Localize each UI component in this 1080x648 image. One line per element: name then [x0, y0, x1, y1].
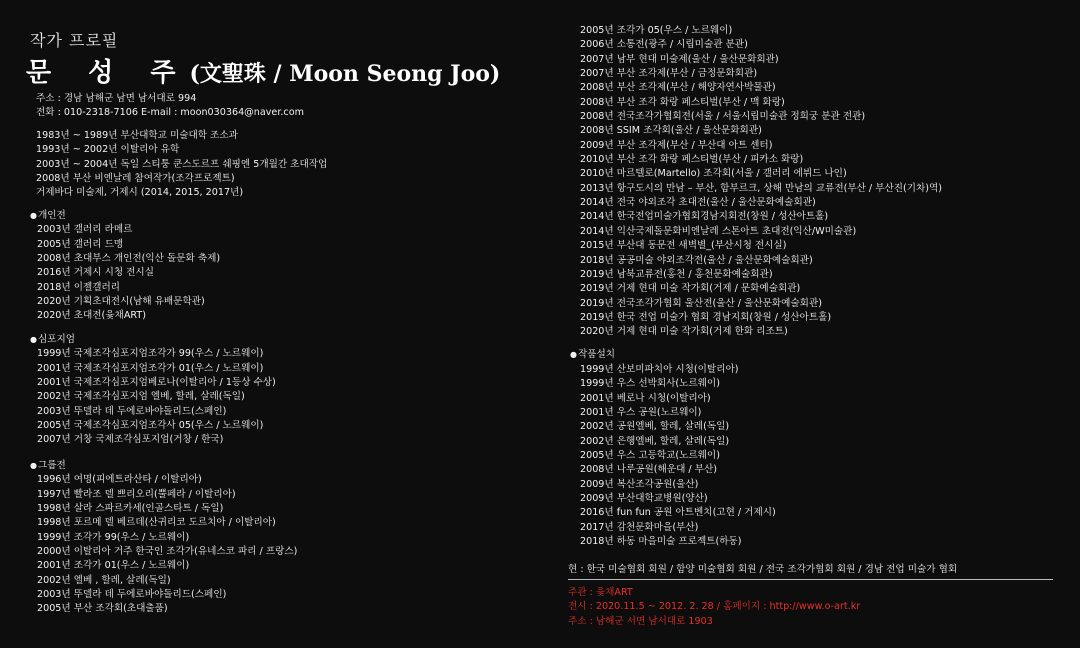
list-item: 2008년 부산 조각 화랑 페스티벌(부산 / 맥 화랑)	[580, 96, 785, 108]
list-item: 2020년 거제 현대 미술 작가회(거제 한화 리조트)	[580, 326, 788, 338]
group-exhibition-section	[30, 459, 297, 617]
list-item: 2008년 전국조각가협회전(서울 / 서울시립미술관 정희궁 분관 전관)	[580, 111, 866, 123]
list-item: 2005년 부산 조각회(초대출품)	[37, 603, 168, 615]
divider	[568, 579, 1053, 580]
artist-name-korean: 문 성 주	[26, 58, 190, 88]
list-item: 2001년 베로나 시청(이탈리아)	[580, 392, 711, 404]
list-item: 2007년 거창 국제조각심포지엄(거창 / 한국)	[37, 434, 224, 446]
exhibition-info-line: 전시 : 2020.11.5 ~ 2012. 2. 28 / 홈페이지 : http://www.o-art.kr	[568, 601, 861, 613]
list-item: 2002년 공원엘베, 할레, 살레(독일)	[580, 421, 730, 433]
list-item: 2018년 이젤갤러리	[37, 281, 121, 293]
list-item: 1996년 여명(피에트라산타 / 이탈리아)	[37, 474, 202, 486]
list-item: 2020년 기획초대전시(남해 유배문학관)	[37, 296, 205, 308]
list-item: 1999년 국제조각심포지엄조각가 99(우스 / 노르웨이)	[37, 348, 264, 360]
list-item: 2019년 전국조각가협회 울산전(울산 / 울산문화예술회관)	[580, 297, 822, 309]
list-item: 2020년 초대전(윷채ART)	[37, 310, 146, 322]
list-item: 2002년 국제조각심포지엄 엘베, 할레, 살레(독일)	[37, 391, 245, 403]
list-item: 2018년 하동 마을미술 프로젝트(하동)	[580, 536, 742, 548]
list-item: 2005년 갤러리 드맹	[37, 238, 124, 250]
list-item: 2000년 이탈리아 거주 한국인 조각가(유네스코 파리 / 프랑스)	[37, 546, 298, 558]
list-item: 2007년 남부 현대 미술제(울산 / 울산문화회관)	[580, 53, 779, 65]
list-item: 1998년 포르메 델 베르데(산귀리코 도르치아 / 이탈리아)	[37, 517, 276, 529]
bullet-icon: ●	[30, 335, 37, 344]
contact-address: 주소 : 경남 남해군 남면 남서대로 994	[36, 93, 197, 104]
list-item: 2001년 우스 공원(노르웨이)	[580, 407, 702, 419]
bullet-icon: ●	[570, 350, 577, 359]
list-item: 2019년 한국 전업 미술가 협회 경남지회(창원 / 성산아트홀)	[580, 311, 832, 323]
list-item: 2005년 조각가 05(우스 / 노르웨이)	[580, 25, 733, 36]
history-item: 1983년 ~ 1989년 부산대학교 미술대학 조소과	[36, 130, 238, 141]
list-item: 1997년 빨라조 델 쁘리오리(뿔페라 / 이탈리아)	[37, 488, 236, 500]
list-item: 2009년 부산 조각제(부산 / 부산대 아트 센터)	[580, 139, 773, 151]
list-item: 2001년 조각가 01(우스 / 노르웨이)	[37, 560, 190, 572]
list-item: 1999년 우스 선박회사(노르웨이)	[580, 378, 720, 390]
list-item: 2013년 항구도시의 만남 – 부산, 함부르크, 상해 만남의 교류전(부산 / 부산진(기차)역)	[580, 182, 943, 194]
bullet-icon: ●	[30, 461, 37, 470]
list-item: 2007년 부산 조각제(부산 / 금정문화회관)	[580, 68, 758, 80]
list-item: 1999년 조각가 99(우스 / 노르웨이)	[37, 531, 190, 543]
exhibition-info-line: 주소 : 남해군 서면 남서대로 1903	[568, 615, 713, 627]
list-item: 2016년 거제시 시청 전시실	[37, 267, 154, 279]
works-section-title: ●작품설치	[570, 349, 616, 360]
solo-exhibition-section	[30, 209, 220, 324]
section-title: ●그룹전	[30, 460, 66, 471]
contact-block	[36, 92, 304, 121]
list-item: 1999년 산보미파치아 시청(이탈리아)	[580, 364, 739, 375]
list-item: 1998년 살라 스파르카세(인골스타트 / 독일)	[37, 503, 224, 515]
history-block	[36, 129, 327, 201]
list-item: 2019년 남북교류전(홍천 / 홍천문화예술회관)	[580, 268, 773, 280]
history-item: 1993년 ~ 2002년 이탈리아 유학	[36, 144, 180, 156]
list-item: 2014년 전국 야외조각 초대전(울산 / 울산문화예술회관)	[580, 197, 816, 209]
list-item: 2010년 마르텔로(Martello) 조각회(서울 / 갤러리 에뷔드 나인)	[580, 168, 847, 180]
list-item: 2002년 엘베 , 할레, 살레(독일)	[37, 574, 171, 586]
list-item: 2001년 국제조각심포지엄베로나(이탈리아 / 1등상 수상)	[37, 377, 276, 389]
header-label: 작가 프로필	[30, 31, 119, 50]
list-item: 2010년 부산 조각 화랑 페스티벌(부산 / 피카소 화랑)	[580, 154, 804, 166]
artist-name	[26, 52, 500, 89]
list-item: 2017년 감천문화마을(부산)	[580, 521, 699, 533]
list-item: 2003년 뚜델라 데 두에로바야돌리드(스페인)	[37, 405, 227, 417]
list-item: 2001년 국제조각심포지엄조각가 01(우스 / 노르웨이)	[37, 362, 264, 374]
symposium-section	[30, 333, 276, 448]
exhibition-info	[568, 586, 860, 629]
history-item: 2003년 ~ 2004년 독일 스티퉁 쿤스도르프 쉐핑엔 5개월간 초대작업	[36, 158, 328, 170]
works-list	[580, 363, 776, 549]
list-item: 2015년 부산대 동문전 새벽별_(부산시청 전시실)	[580, 240, 787, 252]
list-item: 2008년 부산 조각제(부산 / 해양자연사박물관)	[580, 82, 776, 94]
exhibition-info-line: 주관 : 윷채ART	[568, 587, 633, 598]
list-item: 2008년 초대부스 개인전(익산 돌문화 축제)	[37, 253, 221, 265]
contact-phone-email: 전화 : 010-2318-7106 E-mail : moon030364@naver.com	[36, 107, 304, 119]
section-title: ●개인전	[30, 210, 66, 221]
list-item: 2014년 익산국제돌문화비엔날레 스톤아트 초대전(익산/W미술관)	[580, 225, 857, 237]
history-item: 2008년 부산 비엔날레 참여작가(조각프로젝트)	[36, 173, 235, 185]
group-exhibition-continued	[580, 24, 942, 340]
bullet-icon: ●	[30, 211, 37, 220]
list-item: 2018년 공공미술 야외조각전(울산 / 울산문화예술회관)	[580, 254, 813, 266]
list-item: 2009년 부산대학교병원(양산)	[580, 493, 708, 505]
history-item: 거제바다 미술제, 거제시 (2014, 2015, 2017년)	[36, 187, 244, 199]
list-item: 2002년 은행엘베, 할레, 살레(독일)	[580, 435, 730, 447]
list-item: 2014년 한국전업미술가협회경남지회전(창원 / 성산아트홀)	[580, 211, 829, 223]
list-item: 2008년 나루공원(해운대 / 부산)	[580, 464, 717, 476]
list-item: 2003년 갤러리 라메르	[37, 224, 133, 236]
list-item: 2003년 뚜델라 데 두에로바야돌리드(스페인)	[37, 589, 227, 601]
membership-line: 현 : 한국 미술협회 회원 / 함양 미술협회 회원 / 전국 조각가협회 회원 / 경남 전업 미술가 협회	[568, 564, 958, 575]
section-title: ●심포지엄	[30, 334, 76, 345]
list-item: 2009년 복산조각공원(울산)	[580, 478, 699, 490]
list-item: 2019년 거제 현대 미술 작가회(거제 / 문화예술회관)	[580, 283, 801, 295]
list-item: 2006년 소통전(광주 / 시립미술관 분관)	[580, 39, 748, 51]
list-item: 2016년 fun fun 공원 아트벤치(고현 / 거제시)	[580, 507, 776, 519]
list-item: 2008년 SSIM 조각회(울산 / 울산문화회관)	[580, 125, 762, 137]
artist-name-hanja-english: (文聖珠 / Moon Seong Joo)	[189, 61, 501, 87]
list-item: 2005년 국제조각심포지엄조각사 05(우스 / 노르웨이)	[37, 420, 264, 432]
list-item: 2005년 우스 고등학교(노르웨이)	[580, 450, 720, 462]
